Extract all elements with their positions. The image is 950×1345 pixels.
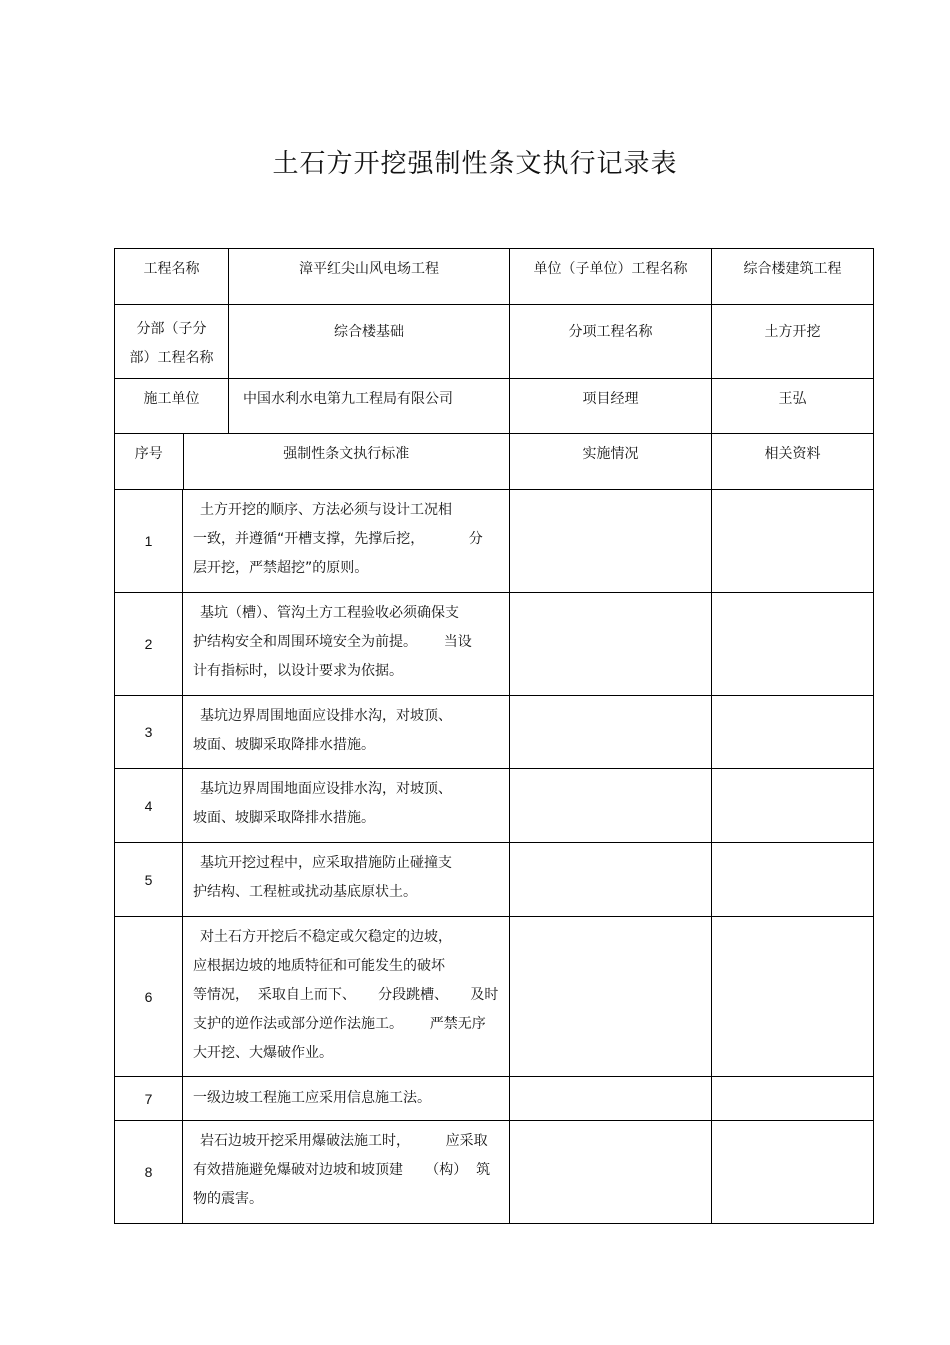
clause-text <box>183 1077 510 1121</box>
clause-line: 基坑边界周围地面应设排水沟，对坡顶、 <box>200 781 452 797</box>
row-number: 3 <box>115 696 183 769</box>
col-seq-header: 序号 <box>115 434 183 489</box>
row-number: 5 <box>115 843 183 917</box>
row-number: 7 <box>115 1077 183 1121</box>
page-title: 土石方开挖强制性条文执行记录表 <box>272 149 678 179</box>
docs-cell[interactable] <box>712 1121 874 1224</box>
clause-line: 岩石边坡开挖采用爆破法施工时， 应采取 <box>200 1133 488 1149</box>
part-label-line2: 部）工程名称 <box>129 349 214 366</box>
clause-line: 支护的逆作法或部分逆作法施工。 严禁无序 <box>193 1016 486 1032</box>
col-standard-header: 强制性条文执行标准 <box>283 446 410 462</box>
clause-line: 坡面、坡脚采取降排水措施。 <box>193 737 375 753</box>
docs-cell[interactable] <box>712 696 874 769</box>
status-cell[interactable] <box>510 1077 712 1121</box>
col-docs-header: 相关资料 <box>712 434 874 490</box>
unit-name-label: 单位（子单位）工程名称 <box>510 249 712 305</box>
unit-name-value: 综合楼建筑工程 <box>712 249 874 305</box>
header-row-project <box>115 249 874 305</box>
table-row <box>115 490 874 593</box>
clause-rows <box>115 490 874 1224</box>
manager-label: 项目经理 <box>510 379 712 434</box>
row-number: 8 <box>115 1121 183 1224</box>
clause-text <box>183 490 510 593</box>
status-cell[interactable] <box>510 593 712 696</box>
item-name-value: 土方开挖 <box>712 305 874 379</box>
header-row-part <box>115 305 874 379</box>
clause-line: 应根据边坡的地质特征和可能发生的破坏 <box>193 958 445 974</box>
status-cell[interactable] <box>510 843 712 917</box>
clause-line: 等情况， 采取自上而下、 分段跳槽、 及时 <box>193 987 499 1003</box>
table-row <box>115 769 874 843</box>
part-name-value: 综合楼基础 <box>229 305 510 379</box>
column-header-row <box>115 434 874 490</box>
clause-line: 基坑（槽）、管沟土方工程验收必须确保支 <box>200 605 459 621</box>
clause-line: 基坑边界周围地面应设排水沟，对坡顶、 <box>200 708 452 724</box>
manager-value: 王弘 <box>712 379 874 434</box>
item-name-label: 分项工程名称 <box>510 305 712 379</box>
status-cell[interactable] <box>510 917 712 1077</box>
clause-text <box>183 769 510 843</box>
part-label-line1: 分部（子分 <box>136 320 207 337</box>
row-number: 6 <box>115 917 183 1077</box>
clause-line: 坡面、坡脚采取降排水措施。 <box>193 810 375 826</box>
project-name-value: 漳平红尖山风电场工程 <box>229 249 510 305</box>
clause-line: 物的震害。 <box>193 1191 263 1207</box>
clause-line: 大开挖、大爆破作业。 <box>193 1045 333 1061</box>
table-row <box>115 1121 874 1224</box>
clause-line: 一级边坡工程施工应采用信息施工法。 <box>193 1090 431 1106</box>
col-status-header: 实施情况 <box>510 434 712 490</box>
clause-line: 护结构安全和周围环境安全为前提。 当设 <box>193 634 472 650</box>
row-number: 4 <box>115 769 183 843</box>
docs-cell[interactable] <box>712 843 874 917</box>
row-number: 2 <box>115 593 183 696</box>
project-name-label: 工程名称 <box>115 249 229 305</box>
clause-text <box>183 593 510 696</box>
clause-line: 层开挖，严禁超挖”的原则。 <box>193 560 369 576</box>
status-cell[interactable] <box>510 769 712 843</box>
clause-line: 基坑开挖过程中，应采取措施防止碰撞支 <box>200 855 452 871</box>
clause-line: 护结构、工程桩或扰动基底原状土。 <box>193 884 417 900</box>
contractor-value: 中国水利水电第九工程局有限公司 <box>229 379 510 434</box>
clause-text <box>183 843 510 917</box>
contractor-label: 施工单位 <box>115 379 229 434</box>
table-row <box>115 696 874 769</box>
docs-cell[interactable] <box>712 490 874 593</box>
clause-line: 计有指标时，以设计要求为依据。 <box>193 663 403 679</box>
status-cell[interactable] <box>510 696 712 769</box>
status-cell[interactable] <box>510 490 712 593</box>
docs-cell[interactable] <box>712 1077 874 1121</box>
docs-cell[interactable] <box>712 769 874 843</box>
clause-text <box>183 696 510 769</box>
seq-standard-header <box>115 434 510 490</box>
clause-line: 一致，并遵循“开槽支撑，先撑后挖， 分 <box>193 531 483 547</box>
record-table <box>114 248 873 1224</box>
docs-cell[interactable] <box>712 593 874 696</box>
table-row <box>115 593 874 696</box>
clause-text <box>183 1121 510 1224</box>
table-row <box>115 917 874 1077</box>
row-number: 1 <box>115 490 183 593</box>
table-row <box>115 1077 874 1121</box>
docs-cell[interactable] <box>712 917 874 1077</box>
part-name-label <box>115 305 229 379</box>
header-row-contractor <box>115 379 874 434</box>
clause-line: 有效措施避免爆破对边坡和坡顶建 （构） 筑 <box>193 1162 491 1178</box>
clause-line: 土方开挖的顺序、方法必须与设计工况相 <box>200 502 452 518</box>
clause-line: 对土石方开挖后不稳定或欠稳定的边坡， <box>200 929 452 945</box>
status-cell[interactable] <box>510 1121 712 1224</box>
table-row <box>115 843 874 917</box>
clause-text <box>183 917 510 1077</box>
